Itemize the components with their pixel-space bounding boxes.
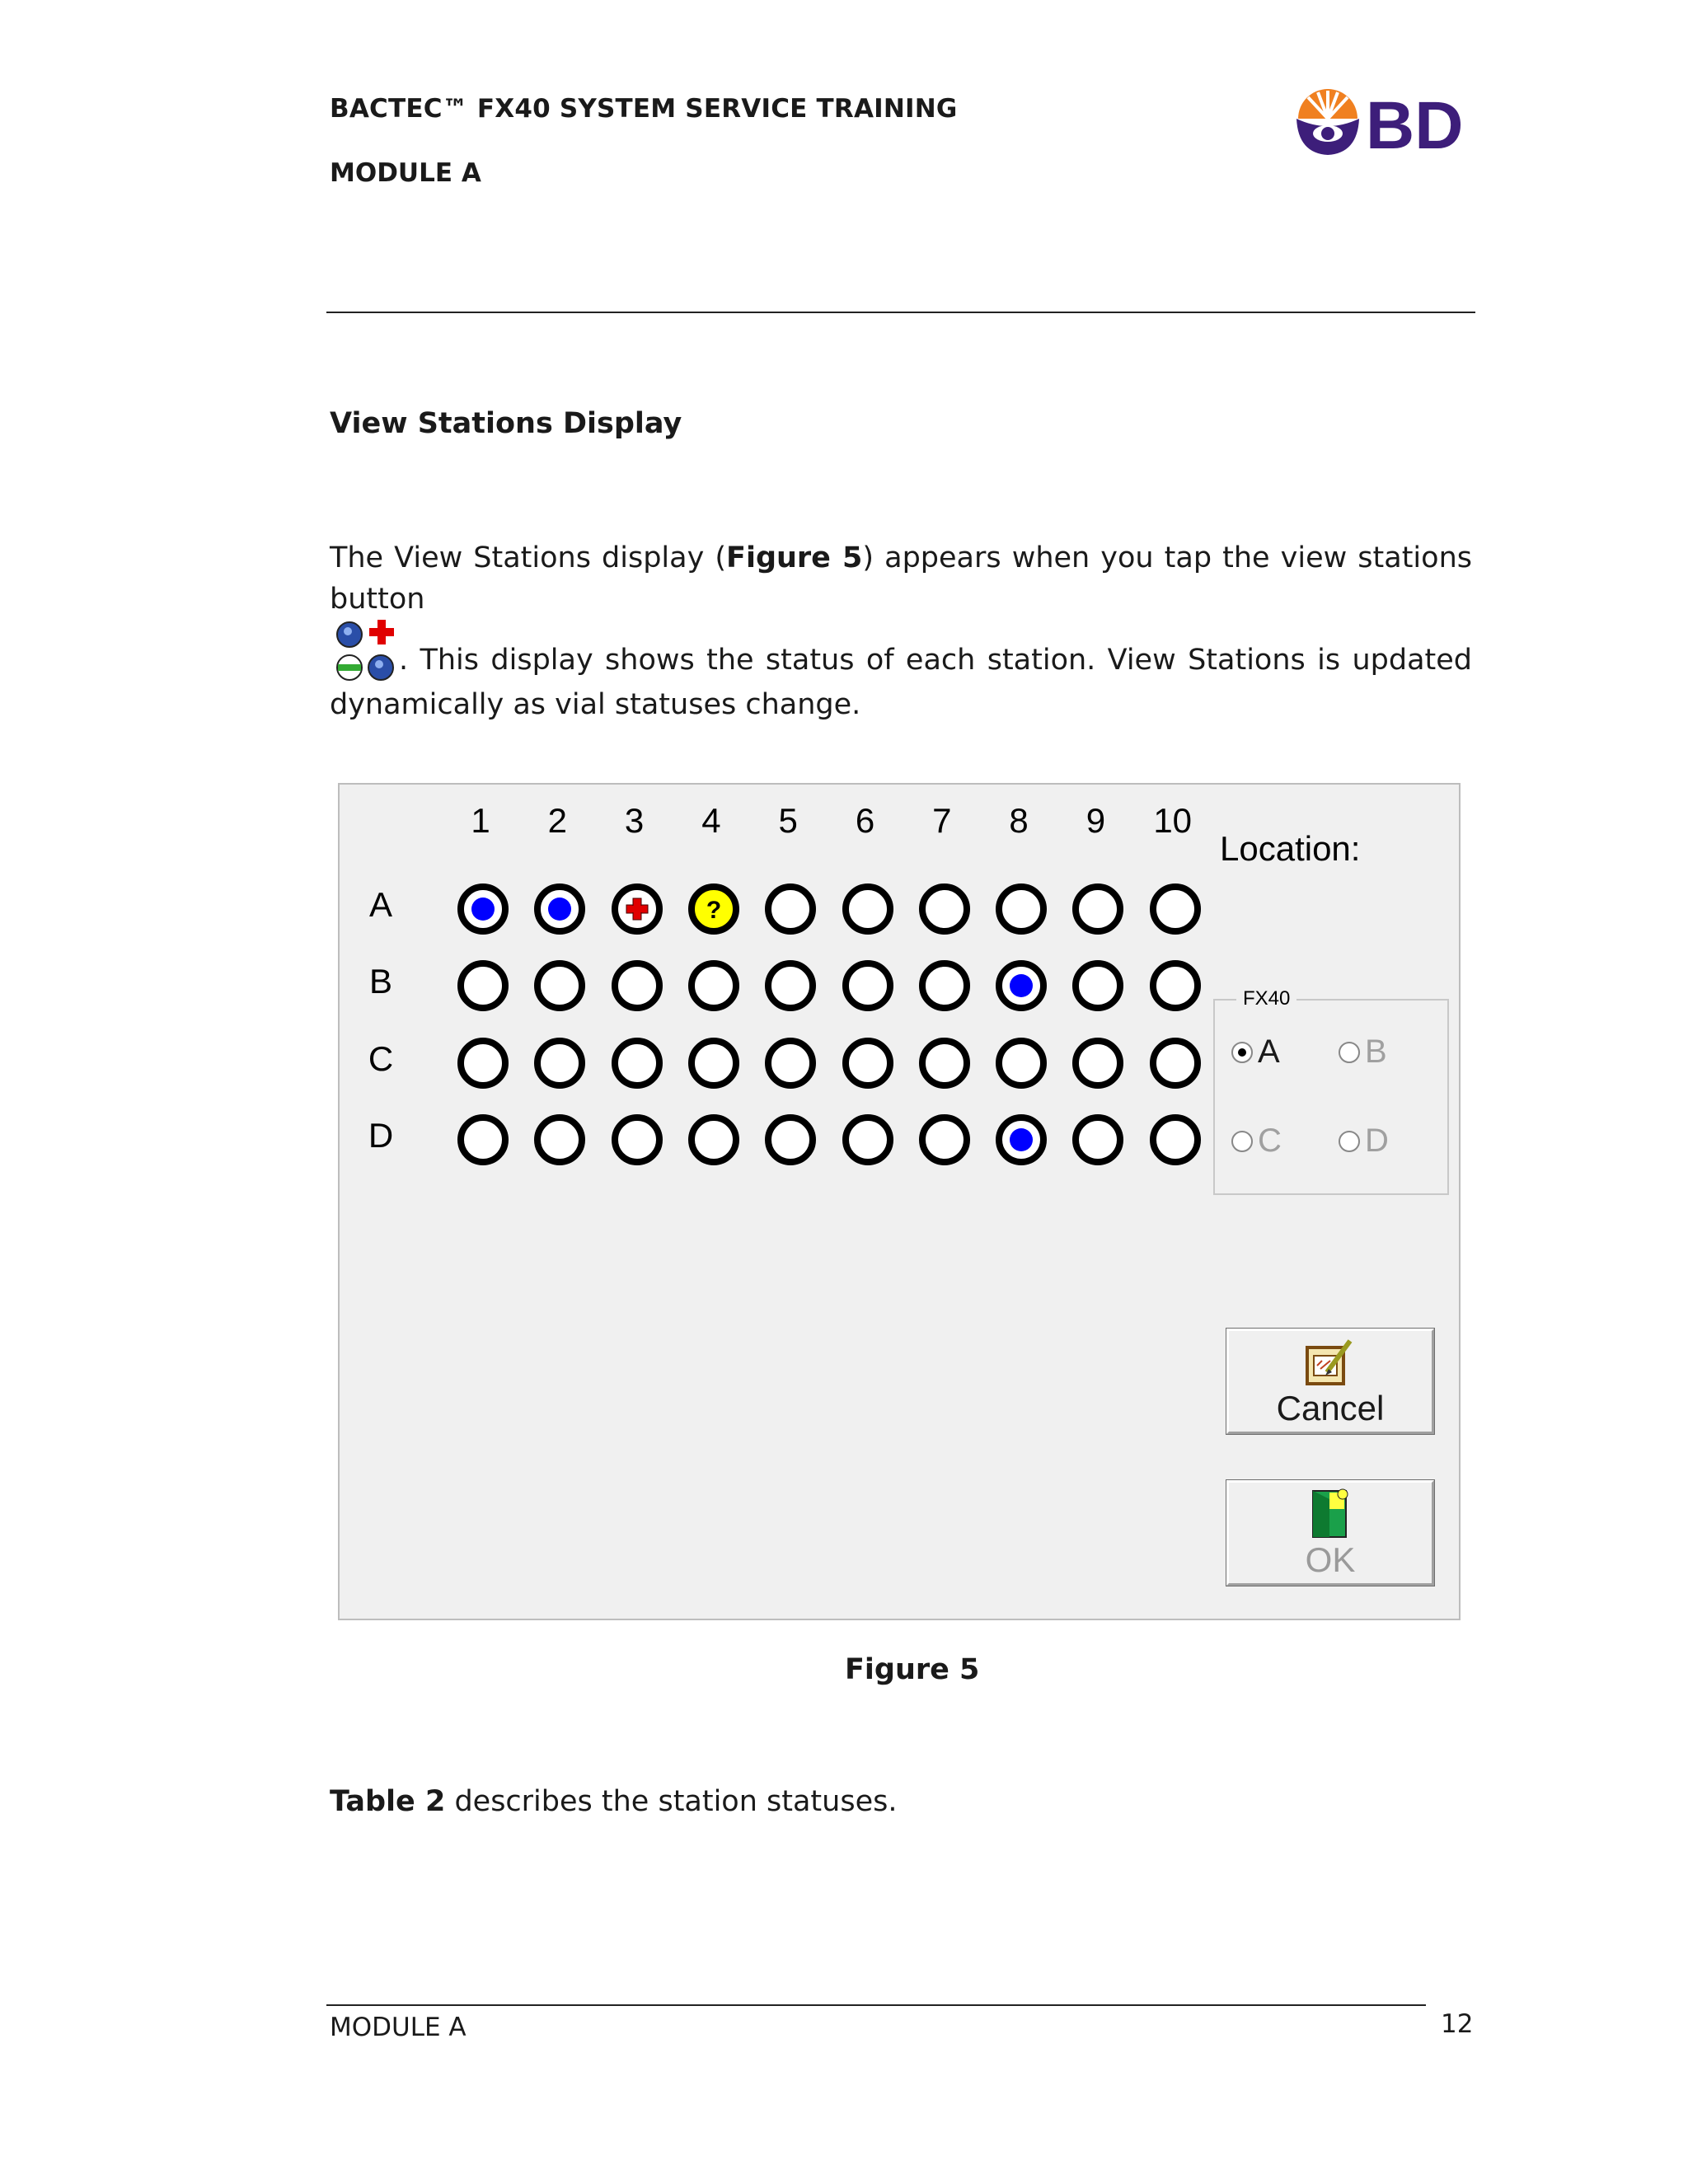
station-empty[interactable] [1072, 883, 1123, 935]
station-occupied[interactable] [996, 1114, 1047, 1165]
station-empty[interactable] [996, 1038, 1047, 1089]
column-number: 8 [1009, 801, 1029, 840]
radio-circle-icon [1231, 1042, 1253, 1063]
station-empty[interactable] [457, 960, 509, 1011]
station-empty[interactable] [1072, 1038, 1123, 1089]
radio-circle-icon [1339, 1131, 1360, 1152]
station-occupied[interactable] [996, 960, 1047, 1011]
cancel-button[interactable] [1226, 1329, 1434, 1434]
red-cross-icon [623, 895, 651, 923]
column-number: 2 [547, 801, 567, 840]
station-empty[interactable] [612, 1114, 663, 1165]
station-empty[interactable] [765, 1114, 816, 1165]
radio-circle-icon [1339, 1042, 1360, 1063]
cancel-label: Cancel [1276, 1389, 1385, 1427]
table-reference-text: Table 2 describes the station statuses. [330, 1785, 898, 1818]
view-stations-button-icon [333, 620, 399, 684]
question-mark-icon [700, 895, 728, 923]
station-empty[interactable] [1150, 960, 1201, 1011]
station-empty[interactable] [534, 960, 585, 1011]
location-radio-d[interactable]: D [1339, 1122, 1389, 1160]
row-label: A [368, 885, 392, 924]
location-radio-b[interactable]: B [1339, 1033, 1387, 1071]
station-empty[interactable] [919, 1114, 970, 1165]
station-empty[interactable] [919, 960, 970, 1011]
row-label: D [368, 1115, 394, 1155]
station-empty[interactable] [612, 1038, 663, 1089]
column-number: 9 [1085, 801, 1106, 840]
station-empty[interactable] [765, 1038, 816, 1089]
svg-text:BD: BD [1366, 88, 1463, 160]
station-empty[interactable] [842, 883, 893, 935]
station-empty[interactable] [612, 960, 663, 1011]
station-empty[interactable] [1150, 883, 1201, 935]
section-heading: View Stations Display [330, 407, 682, 440]
column-number: 3 [624, 801, 645, 840]
location-radio-c[interactable]: C [1231, 1122, 1282, 1160]
station-empty[interactable] [842, 960, 893, 1011]
station-empty[interactable] [688, 1038, 739, 1089]
station-empty[interactable] [457, 1038, 509, 1089]
station-empty[interactable] [1150, 1038, 1201, 1089]
column-number: 1 [471, 801, 490, 840]
body-paragraph: The View Stations display (Figure 5) appears when you tap the view stations button . This display shows the status of each station. View Stations is updated dynamically as vial statuses change. [330, 541, 1472, 721]
footer-module: MODULE A [330, 2013, 467, 2042]
radio-circle-icon [1231, 1131, 1253, 1152]
station-empty[interactable] [996, 883, 1047, 935]
station-occupied[interactable] [457, 883, 509, 935]
station-empty[interactable] [534, 1114, 585, 1165]
column-number: 6 [855, 801, 875, 840]
view-stations-screen [338, 783, 1461, 1620]
location-radio-a[interactable]: A [1231, 1033, 1280, 1071]
figure-reference: Figure 5 [726, 541, 863, 574]
station-empty[interactable] [1072, 960, 1123, 1011]
location-label: Location: [1220, 829, 1361, 868]
ok-button[interactable] [1226, 1480, 1434, 1586]
header-module: MODULE A [330, 158, 481, 188]
door-exit-icon [1310, 1488, 1351, 1539]
column-number: 5 [778, 801, 798, 840]
station-positive[interactable] [612, 883, 663, 935]
station-empty[interactable] [919, 883, 970, 935]
station-empty[interactable] [534, 1038, 585, 1089]
page-number: 12 [1441, 2009, 1474, 2039]
bd-logo [1290, 86, 1463, 160]
station-empty[interactable] [842, 1114, 893, 1165]
station-empty[interactable] [842, 1038, 893, 1089]
row-label: B [368, 962, 392, 1001]
figure-caption: Figure 5 [845, 1653, 980, 1686]
station-empty[interactable] [765, 960, 816, 1011]
fx40-group-label: FX40 [1236, 987, 1296, 1010]
station-empty[interactable] [1072, 1114, 1123, 1165]
footer-divider [326, 2004, 1426, 2006]
fx40-groupbox [1213, 987, 1449, 1195]
station-empty[interactable] [765, 883, 816, 935]
column-number: 4 [701, 801, 721, 840]
cancel-icon [1306, 1336, 1355, 1387]
ok-label: OK [1305, 1540, 1356, 1579]
header-title: BACTEC™ FX40 SYSTEM SERVICE TRAINING [330, 94, 958, 124]
station-empty[interactable] [457, 1114, 509, 1165]
station-occupied[interactable] [534, 883, 585, 935]
column-number: 7 [932, 801, 952, 840]
station-empty[interactable] [688, 960, 739, 1011]
row-label: C [368, 1038, 394, 1078]
station-question[interactable] [688, 883, 739, 935]
header-divider [326, 312, 1475, 313]
station-empty[interactable] [919, 1038, 970, 1089]
svg-text:?: ? [706, 897, 722, 923]
station-empty[interactable] [688, 1114, 739, 1165]
column-number: 10 [1153, 801, 1193, 840]
station-empty[interactable] [1150, 1114, 1201, 1165]
